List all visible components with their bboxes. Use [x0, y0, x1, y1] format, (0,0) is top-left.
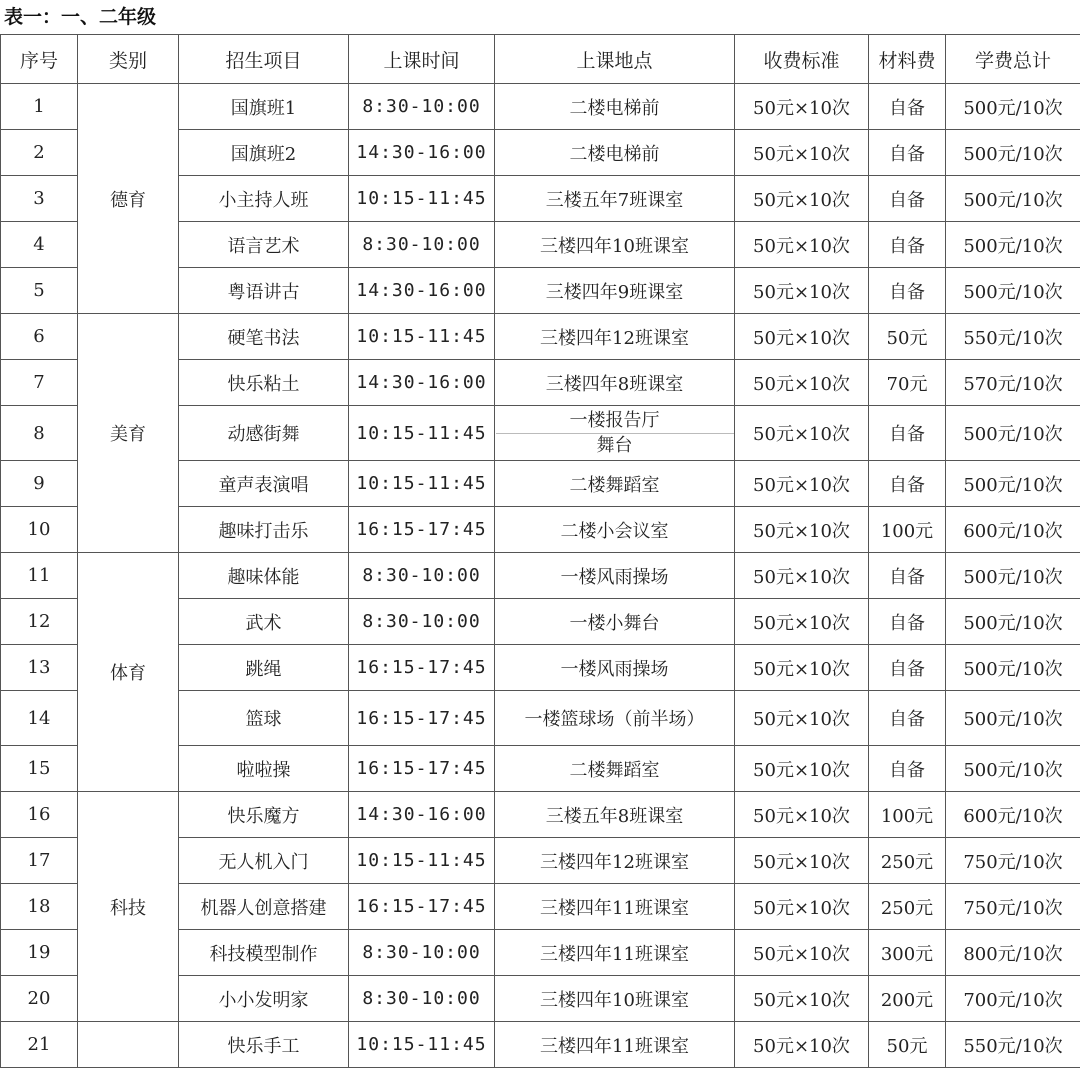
cell-location: 三楼四年12班课室 — [495, 314, 735, 360]
cell-project: 跳绳 — [179, 645, 349, 691]
cell-material: 自备 — [869, 130, 946, 176]
cell-fee: 50元×10次 — [735, 645, 869, 691]
cell-material: 自备 — [869, 599, 946, 645]
cell-no: 21 — [1, 1022, 78, 1068]
cell-fee: 50元×10次 — [735, 838, 869, 884]
category-cell: 体育 — [78, 553, 179, 792]
header-total: 学费总计 — [946, 35, 1080, 84]
cell-location: 三楼五年7班课室 — [495, 176, 735, 222]
cell-no: 9 — [1, 461, 78, 507]
cell-total: 500元/10次 — [946, 599, 1080, 645]
cell-total: 570元/10次 — [946, 360, 1080, 406]
cell-time: 14:30-16:00 — [349, 130, 495, 176]
cell-project: 趣味打击乐 — [179, 507, 349, 553]
cell-no: 14 — [1, 691, 78, 746]
cell-no: 3 — [1, 176, 78, 222]
cell-time: 16:15-17:45 — [349, 645, 495, 691]
cell-time: 8:30-10:00 — [349, 599, 495, 645]
cell-project: 小小发明家 — [179, 976, 349, 1022]
cell-location: 二楼电梯前 — [495, 130, 735, 176]
cell-material: 50元 — [869, 314, 946, 360]
cell-total: 500元/10次 — [946, 268, 1080, 314]
cell-location: 三楼四年10班课室 — [495, 976, 735, 1022]
cell-location: 三楼四年11班课室 — [495, 884, 735, 930]
cell-no: 12 — [1, 599, 78, 645]
cell-project: 童声表演唱 — [179, 461, 349, 507]
table-row — [1, 792, 1080, 838]
cell-project: 国旗班1 — [179, 84, 349, 130]
cell-time: 10:15-11:45 — [349, 406, 495, 461]
cell-project: 小主持人班 — [179, 176, 349, 222]
cell-project: 无人机入门 — [179, 838, 349, 884]
header-fee: 收费标准 — [735, 35, 869, 84]
category-cell: 科技 — [78, 792, 179, 1022]
cell-time: 14:30-16:00 — [349, 360, 495, 406]
cell-fee: 50元×10次 — [735, 461, 869, 507]
cell-no: 4 — [1, 222, 78, 268]
table-row — [1, 84, 1080, 130]
cell-divider — [496, 433, 734, 434]
cell-no: 11 — [1, 553, 78, 599]
cell-total: 750元/10次 — [946, 884, 1080, 930]
cell-time: 8:30-10:00 — [349, 976, 495, 1022]
header-time: 上课时间 — [349, 35, 495, 84]
cell-no: 16 — [1, 792, 78, 838]
cell-project: 快乐魔方 — [179, 792, 349, 838]
header-no: 序号 — [1, 35, 78, 84]
cell-time: 16:15-17:45 — [349, 884, 495, 930]
category-cell-empty — [78, 1022, 179, 1068]
cell-location: 一楼风雨操场 — [495, 645, 735, 691]
cell-location: 三楼四年8班课室 — [495, 360, 735, 406]
cell-project: 硬笔书法 — [179, 314, 349, 360]
cell-time: 8:30-10:00 — [349, 930, 495, 976]
cell-location: 二楼舞蹈室 — [495, 746, 735, 792]
cell-total: 500元/10次 — [946, 553, 1080, 599]
cell-location: 二楼电梯前 — [495, 84, 735, 130]
cell-material: 100元 — [869, 507, 946, 553]
cell-material: 自备 — [869, 268, 946, 314]
cell-fee: 50元×10次 — [735, 884, 869, 930]
cell-total: 500元/10次 — [946, 645, 1080, 691]
cell-total: 550元/10次 — [946, 1022, 1080, 1068]
cell-time: 8:30-10:00 — [349, 553, 495, 599]
cell-material: 自备 — [869, 222, 946, 268]
cell-fee: 50元×10次 — [735, 553, 869, 599]
cell-project: 动感街舞 — [179, 406, 349, 461]
cell-material: 70元 — [869, 360, 946, 406]
cell-material: 200元 — [869, 976, 946, 1022]
cell-time: 16:15-17:45 — [349, 746, 495, 792]
cell-material: 自备 — [869, 406, 946, 461]
cell-project: 篮球 — [179, 691, 349, 746]
category-cell: 德育 — [78, 84, 179, 314]
cell-fee: 50元×10次 — [735, 360, 869, 406]
cell-location: 一楼篮球场（前半场） — [495, 691, 735, 746]
cell-total: 500元/10次 — [946, 691, 1080, 746]
cell-time: 10:15-11:45 — [349, 314, 495, 360]
cell-fee: 50元×10次 — [735, 976, 869, 1022]
header-category: 类别 — [78, 35, 179, 84]
table-row — [1, 553, 1080, 599]
cell-fee: 50元×10次 — [735, 792, 869, 838]
location-line-2: 舞台 — [596, 434, 633, 456]
cell-time: 14:30-16:00 — [349, 792, 495, 838]
cell-no: 10 — [1, 507, 78, 553]
cell-project: 快乐手工 — [179, 1022, 349, 1068]
cell-project: 科技模型制作 — [179, 930, 349, 976]
header-project: 招生项目 — [179, 35, 349, 84]
cell-total: 500元/10次 — [946, 176, 1080, 222]
cell-material: 自备 — [869, 84, 946, 130]
cell-location: 三楼四年11班课室 — [495, 930, 735, 976]
cell-location: 一楼风雨操场 — [495, 553, 735, 599]
cell-fee: 50元×10次 — [735, 130, 869, 176]
table-row — [1, 1022, 1080, 1068]
cell-location: 三楼四年9班课室 — [495, 268, 735, 314]
cell-total: 500元/10次 — [946, 461, 1080, 507]
cell-fee: 50元×10次 — [735, 746, 869, 792]
cell-no: 7 — [1, 360, 78, 406]
cell-location: 三楼四年12班课室 — [495, 838, 735, 884]
cell-material: 自备 — [869, 645, 946, 691]
cell-fee: 50元×10次 — [735, 599, 869, 645]
cell-time: 8:30-10:00 — [349, 84, 495, 130]
cell-fee: 50元×10次 — [735, 84, 869, 130]
cell-material: 100元 — [869, 792, 946, 838]
cell-no: 1 — [1, 84, 78, 130]
cell-total: 600元/10次 — [946, 792, 1080, 838]
cell-total: 500元/10次 — [946, 84, 1080, 130]
header-material: 材料费 — [869, 35, 946, 84]
cell-total: 700元/10次 — [946, 976, 1080, 1022]
cell-material: 自备 — [869, 461, 946, 507]
cell-location: 三楼五年8班课室 — [495, 792, 735, 838]
location-line-1: 一楼报告厅 — [569, 409, 660, 431]
cell-fee: 50元×10次 — [735, 268, 869, 314]
cell-time: 10:15-11:45 — [349, 461, 495, 507]
cell-total: 500元/10次 — [946, 746, 1080, 792]
cell-total: 550元/10次 — [946, 314, 1080, 360]
cell-no: 17 — [1, 838, 78, 884]
cell-material: 250元 — [869, 838, 946, 884]
cell-project: 快乐粘土 — [179, 360, 349, 406]
cell-fee: 50元×10次 — [735, 176, 869, 222]
cell-project: 机器人创意搭建 — [179, 884, 349, 930]
cell-no: 8 — [1, 406, 78, 461]
cell-location: 二楼小会议室 — [495, 507, 735, 553]
cell-material: 自备 — [869, 176, 946, 222]
cell-location: 三楼四年10班课室 — [495, 222, 735, 268]
location-two-line — [495, 410, 734, 457]
cell-material: 50元 — [869, 1022, 946, 1068]
cell-location: 二楼舞蹈室 — [495, 461, 735, 507]
cell-fee: 50元×10次 — [735, 507, 869, 553]
cell-no: 20 — [1, 976, 78, 1022]
cell-time: 14:30-16:00 — [349, 268, 495, 314]
table-row — [1, 314, 1080, 360]
cell-time: 10:15-11:45 — [349, 176, 495, 222]
cell-time: 16:15-17:45 — [349, 691, 495, 746]
cell-fee: 50元×10次 — [735, 314, 869, 360]
cell-project: 趣味体能 — [179, 553, 349, 599]
cell-no: 19 — [1, 930, 78, 976]
cell-no: 2 — [1, 130, 78, 176]
cell-no: 18 — [1, 884, 78, 930]
cell-project: 粤语讲古 — [179, 268, 349, 314]
cell-time: 10:15-11:45 — [349, 1022, 495, 1068]
cell-project: 语言艺术 — [179, 222, 349, 268]
cell-fee: 50元×10次 — [735, 930, 869, 976]
cell-material: 自备 — [869, 691, 946, 746]
cell-location — [495, 406, 735, 461]
cell-total: 500元/10次 — [946, 406, 1080, 461]
enrollment-table — [0, 34, 1080, 1068]
header-location: 上课地点 — [495, 35, 735, 84]
cell-no: 5 — [1, 268, 78, 314]
cell-time: 16:15-17:45 — [349, 507, 495, 553]
cell-fee: 50元×10次 — [735, 691, 869, 746]
cell-no: 15 — [1, 746, 78, 792]
cell-total: 600元/10次 — [946, 507, 1080, 553]
cell-fee: 50元×10次 — [735, 222, 869, 268]
table-caption: 表一：一、二年级 — [4, 6, 157, 28]
cell-project: 武术 — [179, 599, 349, 645]
cell-fee: 50元×10次 — [735, 406, 869, 461]
cell-total: 750元/10次 — [946, 838, 1080, 884]
cell-time: 10:15-11:45 — [349, 838, 495, 884]
cell-total: 500元/10次 — [946, 130, 1080, 176]
cell-material: 自备 — [869, 746, 946, 792]
cell-material: 250元 — [869, 884, 946, 930]
cell-fee: 50元×10次 — [735, 1022, 869, 1068]
cell-total: 500元/10次 — [946, 222, 1080, 268]
cell-time: 8:30-10:00 — [349, 222, 495, 268]
cell-location: 一楼小舞台 — [495, 599, 735, 645]
header-row — [1, 35, 1080, 84]
cell-material: 300元 — [869, 930, 946, 976]
cell-no: 6 — [1, 314, 78, 360]
cell-location: 三楼四年11班课室 — [495, 1022, 735, 1068]
cell-project: 啦啦操 — [179, 746, 349, 792]
cell-no: 13 — [1, 645, 78, 691]
category-cell: 美育 — [78, 314, 179, 553]
cell-material: 自备 — [869, 553, 946, 599]
cell-total: 800元/10次 — [946, 930, 1080, 976]
cell-project: 国旗班2 — [179, 130, 349, 176]
